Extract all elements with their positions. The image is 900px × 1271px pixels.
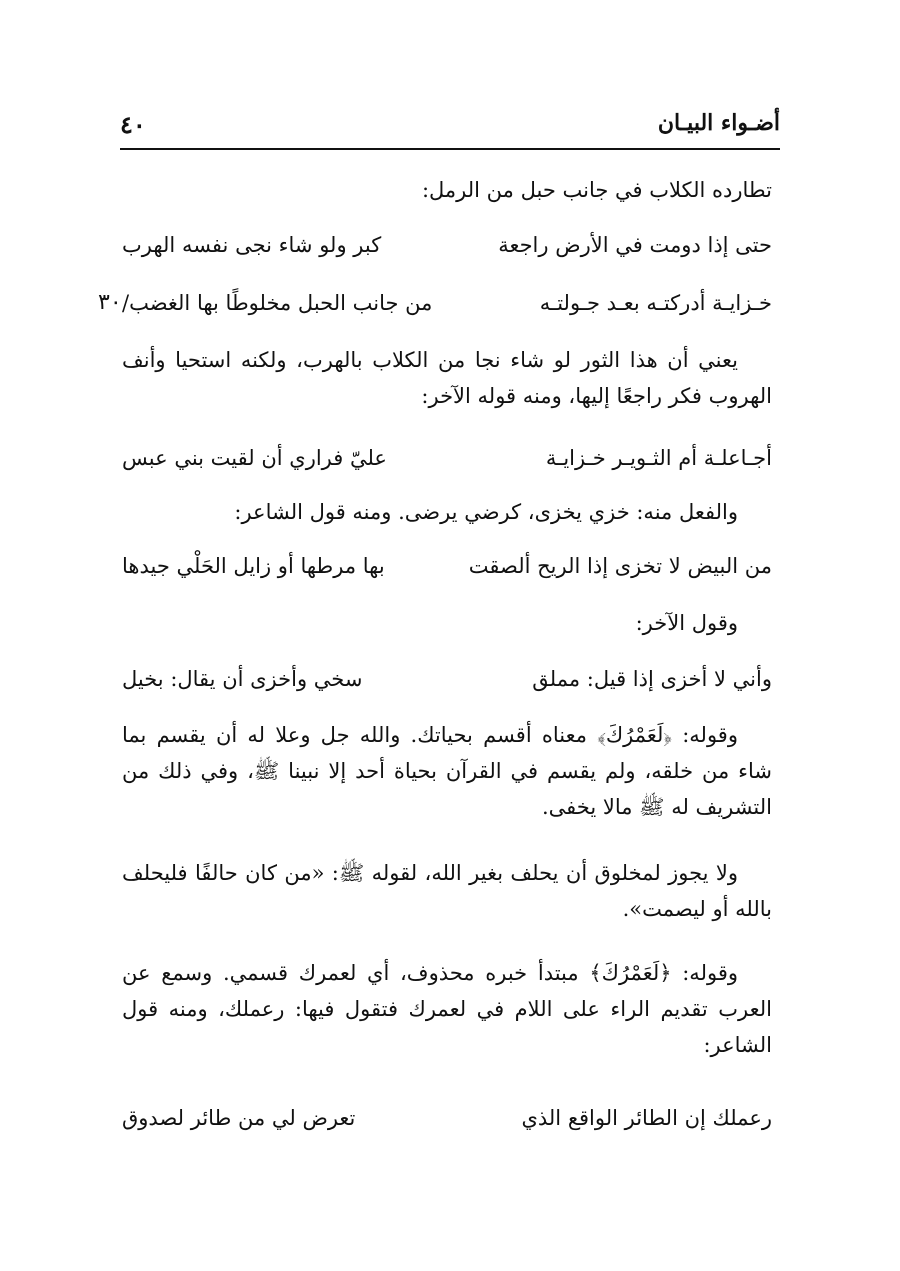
verse-5 <box>122 661 772 697</box>
verse-1-first-hemistich: حتى إذا دومت في الأرض راجعة <box>498 233 772 257</box>
verse-5-first-hemistich: وأني لا أخزى إذا قيل: مملق <box>532 667 772 691</box>
paragraph-1: يعني أن هذا الثور لو شاء نجا من الكلاب بالهرب، ولكنه استحيا وأنف الهروب فكر راجعًا إليها، ومنه قوله الآخر: <box>122 348 772 408</box>
verse-2-first-hemistich: خـزايـة أدركتـه بعـد جـولتـه <box>539 291 772 315</box>
verse-3-first-hemistich: أجـاعلـة أم الثـويـر خـزايـة <box>545 446 772 470</box>
intro-line: تطارده الكلاب في جانب حبل من الرمل: <box>421 178 772 202</box>
page-number: ٤٠ <box>120 110 146 139</box>
running-title: أضـواء البيـان <box>657 110 780 136</box>
header-rule <box>120 148 780 150</box>
verse-6 <box>122 1100 772 1136</box>
paragraph-3: وقول الآخر: <box>635 611 738 635</box>
verse-2 <box>122 285 772 321</box>
page-header <box>120 110 780 146</box>
verse-2-second-hemistich: من جانب الحبل مخلوطًا بها الغضب/ <box>122 291 433 315</box>
verse-4-second-hemistich: بها مرطها أو زايل الحَلْي جيدها <box>122 554 385 578</box>
margin-line-number: ٣٠ <box>98 290 122 315</box>
paragraph-2: والفعل منه: خزي يخزى، كرضي يرضى. ومنه قول الشاعر: <box>234 500 738 524</box>
verse-1 <box>122 227 772 263</box>
paragraph-4: وقوله: ﴿لَعَمْرُكَ﴾ معناه أقسم بحياتك. والله جل وعلا له أن يقسم بما شاء من خلقه، ولم يقسم في القرآن بحياة أحد إلا نبينا ﷺ، وفي ذلك من التشريف له ﷺ مالا يخفى. <box>122 723 772 819</box>
verse-3 <box>122 440 772 476</box>
verse-4 <box>122 548 772 584</box>
verse-5-second-hemistich: سخي وأخزى أن يقال: بخيل <box>122 667 363 691</box>
verse-6-second-hemistich: تعرض لي من طائر لصدوق <box>122 1106 356 1130</box>
verse-6-first-hemistich: رعملك إن الطائر الواقع الذي <box>521 1106 772 1130</box>
verse-3-second-hemistich: عليّ فراري أن لقيت بني عبس <box>122 446 387 470</box>
verse-1-second-hemistich: كبر ولو شاء نجى نفسه الهرب <box>122 233 382 257</box>
paragraph-5: ولا يجوز لمخلوق أن يحلف بغير الله، لقوله ﷺ: «من كان حالفًا فليحلف بالله أو ليصمت». <box>122 861 772 921</box>
verse-4-first-hemistich: من البيض لا تخزى إذا الريح ألصقت <box>468 554 772 578</box>
paragraph-6: وقوله: ﴿لَعَمْرُكَ﴾ مبتدأ خبره محذوف، أي لعمرك قسمي. وسمع عن العرب تقديم الراء على اللام في لعمرك فتقول فيها: رعملك، ومنه قول الشاعر: <box>122 961 772 1057</box>
